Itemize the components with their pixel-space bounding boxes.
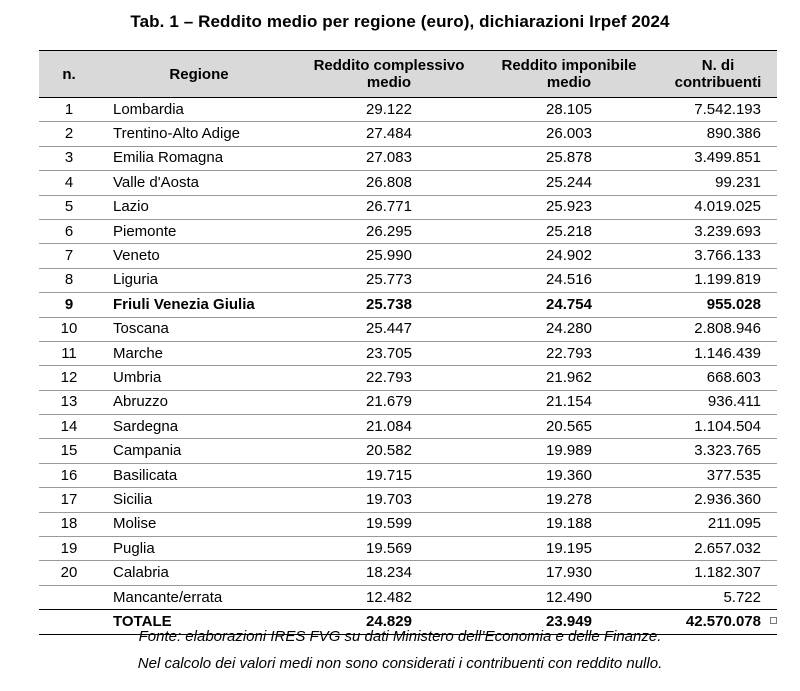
cell-reddito-imponibile: 19.989 <box>479 439 659 463</box>
cell-regione: Lombardia <box>99 98 299 122</box>
cell-n: 15 <box>39 439 99 463</box>
cell-regione: Puglia <box>99 537 299 561</box>
cell-reddito-complessivo: 19.703 <box>299 488 479 512</box>
cell-regione: Lazio <box>99 195 299 219</box>
header-rc-line2: medio <box>366 74 412 91</box>
table-row <box>39 488 777 512</box>
cell-reddito-imponibile: 21.154 <box>479 390 659 414</box>
cell-n-contribuenti: 99.231 <box>659 171 777 195</box>
cell-reddito-complessivo: 25.990 <box>299 244 479 268</box>
cell-regione: Abruzzo <box>99 390 299 414</box>
cell-n: 16 <box>39 463 99 487</box>
cell-reddito-imponibile: 17.930 <box>479 561 659 585</box>
cell-n: 10 <box>39 317 99 341</box>
cell-n-contribuenti: 5.722 <box>659 585 777 609</box>
cell-reddito-complessivo: 23.705 <box>299 341 479 365</box>
total-imponibile: 23.949 <box>479 610 659 634</box>
cell-regione: Valle d'Aosta <box>99 171 299 195</box>
cell-n: 5 <box>39 195 99 219</box>
cell-reddito-imponibile: 25.923 <box>479 195 659 219</box>
cell-regione: Molise <box>99 512 299 536</box>
cell-n: 8 <box>39 268 99 292</box>
cell-reddito-complessivo: 25.447 <box>299 317 479 341</box>
table-row <box>39 146 777 170</box>
header-nc-line2: contribuenti <box>674 74 762 91</box>
cell-n-contribuenti: 3.766.133 <box>659 244 777 268</box>
cell-reddito-complessivo: 21.084 <box>299 415 479 439</box>
table-row <box>39 537 777 561</box>
cell-regione: Marche <box>99 341 299 365</box>
cell-reddito-imponibile: 24.754 <box>479 293 659 317</box>
cell-n: 4 <box>39 171 99 195</box>
table-row <box>39 317 777 341</box>
cell-reddito-imponibile: 19.195 <box>479 537 659 561</box>
table-row <box>39 195 777 219</box>
cell-reddito-complessivo: 27.083 <box>299 146 479 170</box>
cell-reddito-imponibile: 19.360 <box>479 463 659 487</box>
cell-reddito-imponibile: 26.003 <box>479 122 659 146</box>
cell-n: 14 <box>39 415 99 439</box>
table-row <box>39 268 777 292</box>
table-row <box>39 219 777 243</box>
cell-n-contribuenti: 3.323.765 <box>659 439 777 463</box>
table-row <box>39 122 777 146</box>
cell-regione: Piemonte <box>99 219 299 243</box>
cell-n-contribuenti: 1.182.307 <box>659 561 777 585</box>
cell-reddito-complessivo: 26.771 <box>299 195 479 219</box>
cell-regione: Veneto <box>99 244 299 268</box>
cell-n: 1 <box>39 98 99 122</box>
cell-n-contribuenti: 955.028 <box>659 293 777 317</box>
cell-n: 11 <box>39 341 99 365</box>
cell-reddito-complessivo: 19.599 <box>299 512 479 536</box>
cell-n: 19 <box>39 537 99 561</box>
source-note: Fonte: elaborazioni IRES FVG su dati Ministero dell’Economia e delle Finanze. <box>138 628 662 645</box>
cell-reddito-imponibile: 19.188 <box>479 512 659 536</box>
cell-reddito-complessivo: 18.234 <box>299 561 479 585</box>
header-n: n. <box>39 51 99 98</box>
cell-n-contribuenti: 211.095 <box>659 512 777 536</box>
cell-n-contribuenti: 7.542.193 <box>659 98 777 122</box>
cell-reddito-imponibile: 19.278 <box>479 488 659 512</box>
cell-reddito-complessivo: 26.808 <box>299 171 479 195</box>
cell-regione: Campania <box>99 439 299 463</box>
cell-regione: Sicilia <box>99 488 299 512</box>
table-row <box>39 463 777 487</box>
cell-n-contribuenti: 4.019.025 <box>659 195 777 219</box>
header-row <box>39 51 777 98</box>
cell-n-contribuenti: 2.936.360 <box>659 488 777 512</box>
cell-reddito-complessivo: 19.715 <box>299 463 479 487</box>
header-reddito-imponibile <box>479 51 659 98</box>
table-row <box>39 585 777 609</box>
table-row <box>39 415 777 439</box>
cell-n: 9 <box>39 293 99 317</box>
header-nc-line1: N. di <box>701 57 735 74</box>
cell-n-contribuenti: 3.239.693 <box>659 219 777 243</box>
cell-reddito-imponibile: 25.878 <box>479 146 659 170</box>
resize-handle[interactable] <box>770 617 777 624</box>
cell-n-contribuenti: 377.535 <box>659 463 777 487</box>
cell-regione: Basilicata <box>99 463 299 487</box>
table-row <box>39 98 777 122</box>
total-contribuenti: 42.570.078 <box>659 610 777 634</box>
cell-n-contribuenti: 936.411 <box>659 390 777 414</box>
cell-reddito-imponibile: 21.962 <box>479 366 659 390</box>
cell-reddito-complessivo: 29.122 <box>299 98 479 122</box>
cell-n-contribuenti: 3.499.851 <box>659 146 777 170</box>
cell-n: 17 <box>39 488 99 512</box>
total-complessivo: 24.829 <box>299 610 479 634</box>
cell-regione: Sardegna <box>99 415 299 439</box>
cell-n: 12 <box>39 366 99 390</box>
table-row <box>39 390 777 414</box>
cell-n-contribuenti: 668.603 <box>659 366 777 390</box>
header-reddito-complessivo <box>299 51 479 98</box>
cell-reddito-complessivo: 27.484 <box>299 122 479 146</box>
cell-n-contribuenti: 2.808.946 <box>659 317 777 341</box>
cell-reddito-complessivo: 12.482 <box>299 585 479 609</box>
table-row <box>39 439 777 463</box>
cell-n-contribuenti: 1.146.439 <box>659 341 777 365</box>
cell-reddito-imponibile: 28.105 <box>479 98 659 122</box>
cell-regione: Friuli Venezia Giulia <box>99 293 299 317</box>
cell-regione: Liguria <box>99 268 299 292</box>
cell-regione: Umbria <box>99 366 299 390</box>
total-label: TOTALE <box>99 610 299 634</box>
cell-n <box>39 585 99 609</box>
cell-n-contribuenti: 1.199.819 <box>659 268 777 292</box>
cell-reddito-complessivo: 26.295 <box>299 219 479 243</box>
table-row <box>39 244 777 268</box>
cell-reddito-imponibile: 25.244 <box>479 171 659 195</box>
cell-reddito-imponibile: 25.218 <box>479 219 659 243</box>
method-note: Nel calcolo dei valori medi non sono considerati i contribuenti con reddito nullo. <box>137 655 663 672</box>
cell-n-contribuenti: 890.386 <box>659 122 777 146</box>
cell-n: 3 <box>39 146 99 170</box>
header-ri-line1: Reddito imponibile <box>501 57 637 74</box>
cell-reddito-imponibile: 20.565 <box>479 415 659 439</box>
cell-regione: Toscana <box>99 317 299 341</box>
table-row <box>39 171 777 195</box>
cell-reddito-complessivo: 25.738 <box>299 293 479 317</box>
table-title: Tab. 1 – Reddito medio per regione (euro), dichiarazioni Irpef 2024 <box>130 12 670 31</box>
cell-n: 20 <box>39 561 99 585</box>
cell-regione: Mancante/errata <box>99 585 299 609</box>
cell-n-contribuenti: 2.657.032 <box>659 537 777 561</box>
header-n-contribuenti <box>659 51 777 98</box>
cell-n: 2 <box>39 122 99 146</box>
header-ri-line2: medio <box>546 74 592 91</box>
table-body <box>39 98 777 635</box>
table-row <box>39 512 777 536</box>
header-rc-line1: Reddito complessivo <box>313 57 465 74</box>
cell-reddito-imponibile: 24.516 <box>479 268 659 292</box>
cell-reddito-complessivo: 21.679 <box>299 390 479 414</box>
cell-regione: Calabria <box>99 561 299 585</box>
header-regione: Regione <box>99 51 299 98</box>
cell-n: 7 <box>39 244 99 268</box>
cell-reddito-complessivo: 19.569 <box>299 537 479 561</box>
table-row <box>39 293 777 317</box>
cell-reddito-complessivo: 25.773 <box>299 268 479 292</box>
cell-n: 6 <box>39 219 99 243</box>
cell-reddito-imponibile: 12.490 <box>479 585 659 609</box>
table-row <box>39 561 777 585</box>
cell-n: 13 <box>39 390 99 414</box>
cell-reddito-imponibile: 24.280 <box>479 317 659 341</box>
income-table <box>39 50 777 635</box>
cell-reddito-complessivo: 22.793 <box>299 366 479 390</box>
table-row <box>39 366 777 390</box>
cell-regione: Trentino-Alto Adige <box>99 122 299 146</box>
table-row <box>39 341 777 365</box>
cell-regione: Emilia Romagna <box>99 146 299 170</box>
cell-n: 18 <box>39 512 99 536</box>
cell-reddito-complessivo: 20.582 <box>299 439 479 463</box>
cell-reddito-imponibile: 24.902 <box>479 244 659 268</box>
cell-n-contribuenti: 1.104.504 <box>659 415 777 439</box>
cell-reddito-imponibile: 22.793 <box>479 341 659 365</box>
